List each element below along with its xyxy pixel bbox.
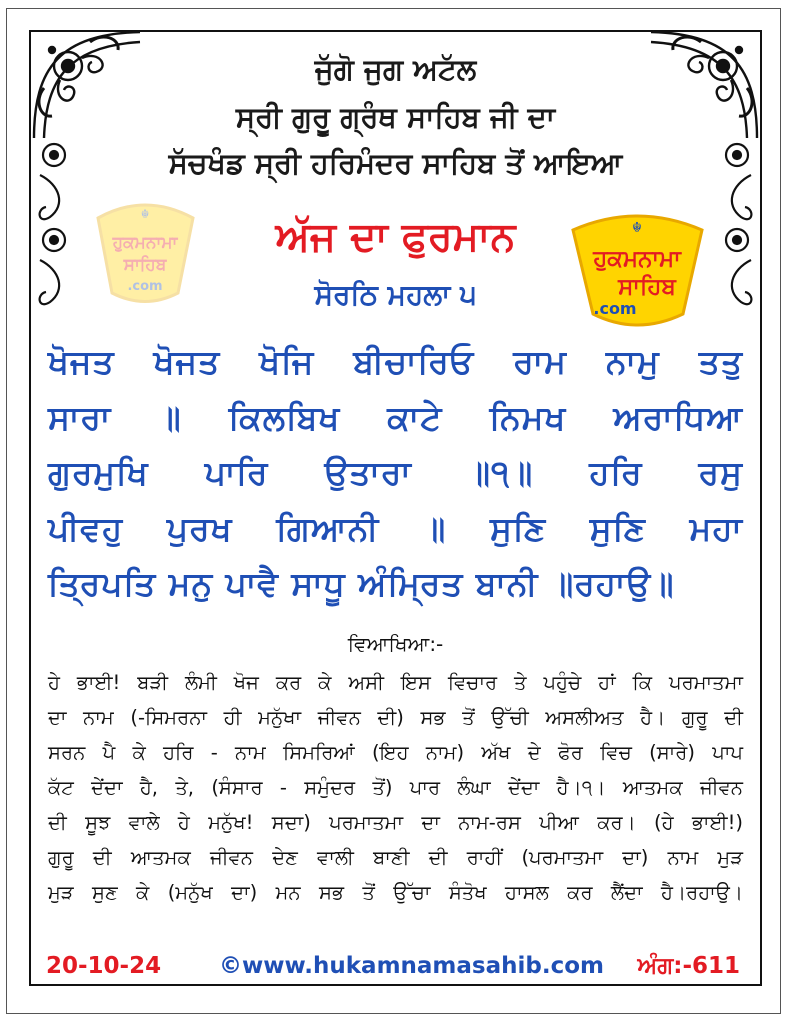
- raag-subtitle: ਸੋਰਠਿ ਮਹਲਾ ੫: [314, 278, 477, 311]
- meaning-line: ਦਾ ਨਾਮ (-ਸਿਮਰਨਾ ਹੀ ਮਨੁੱਖਾ ਜੀਵਨ ਦੀ) ਸਭ ਤੋਂ ਉੱਚੀ ਅਸਲੀਅਤ ਹੈ। ਗੁਰੂ ਦੀ: [48, 706, 743, 729]
- svg-text:ਹੁਕਮਨਾਮਾ: ਹੁਕਮਨਾਮਾ: [593, 246, 681, 272]
- footer: [34, 953, 754, 989]
- website-link[interactable]: ©www.hukamnamasahib.com: [219, 953, 604, 979]
- svg-text:ਹੁਕਮਨਾਮਾ: ਹੁਕਮਨਾਮਾ: [112, 233, 178, 253]
- svg-text:☬: ☬: [140, 207, 150, 221]
- vyakhya-heading: ਵਿਆਖਿਆ:-: [347, 632, 444, 656]
- meaning-line: ਹੇ ਭਾਈ! ਬੜੀ ਲੰਮੀ ਖੋਜ ਕਰ ਕੇ ਅਸੀ ਇਸ ਵਿਚਾਰ ਤੇ ਪਹੁੰਚੇ ਹਾਂ ਕਿ ਪਰਮਾਤਮਾ: [48, 671, 743, 694]
- meaning-line: ਮੁੜ ਸੁਣ ਕੇ (ਮਨੁੱਖ ਦਾ) ਮਨ ਸਭ ਤੋਂ ਉੱਚਾ ਸੰਤੋਖ ਹਾਸਲ ਕਰ ਲੈਂਦਾ ਹੈ।ਰਹਾਉ।: [48, 881, 743, 904]
- verse-line: ਤ੍ਰਿਪਤਿ ਮਨੁ ਪਾਵੈ ਸਾਧੂ ਅੰਮ੍ਰਿਤ ਬਾਨੀ ॥ਰਹਾਉ॥: [48, 564, 675, 603]
- svg-text:☬: ☬: [632, 220, 642, 236]
- hukamnama-date: 20-10-24: [46, 953, 162, 979]
- header-line-2: ਸ੍ਰੀ ਗੁਰੂ ਗ੍ਰੰਥ ਸਾਹਿਬ ਜੀ ਦਾ: [235, 100, 556, 134]
- verse-line: ਪੀਵਹੁ ਪੁਰਖ ਗਿਆਨੀ ॥ ਸੁਣਿ ਸੁਣਿ ਮਹਾ: [48, 508, 743, 548]
- svg-text:.com: .com: [127, 279, 163, 294]
- verse-line: ਸਾਰਾ ॥ ਕਿਲਬਿਖ ਕਾਟੇ ਨਿਮਖ ਅਰਾਧਿਆ: [48, 397, 743, 437]
- meaning-line: ਕੱਟ ਦੇਂਦਾ ਹੈ, ਤੇ, (ਸੰਸਾਰ - ਸਮੁੰਦਰ ਤੋਂ) ਪਾਰ ਲੰਘਾ ਦੇਂਦਾ ਹੈ।੧। ਆਤਮਕ ਜੀਵਨ: [48, 776, 743, 799]
- ang-number: ਅੰਗ:-611: [637, 953, 740, 979]
- header-line-1: ਜੁੱਗੋ ਜੁਗ ਅਟੱਲ: [314, 52, 477, 86]
- farman-title: ਅੱਜ ਦਾ ਫੁਰਮਾਨ: [275, 214, 516, 260]
- svg-text:ਸਾਹਿਬ: ਸਾਹਿਬ: [618, 274, 676, 300]
- verse-line: ਖੋਜਤ ਖੋਜਤ ਖੋਜਿ ਬੀਚਾਰਿਓ ਰਾਮ ਨਾਮੁ ਤਤੁ: [48, 342, 743, 381]
- meaning-line: ਸਰਨ ਪੈ ਕੇ ਹਰਿ - ਨਾਮ ਸਿਮਰਿਆਂ (ਇਹ ਨਾਮ) ਅੱਖ ਦੇ ਫੋਰ ਵਿਚ (ਸਾਰੇ) ਪਾਪ: [48, 741, 743, 764]
- svg-text:ਸਾਹਿਬ: ਸਾਹਿਬ: [123, 255, 167, 275]
- verse-line: ਗੁਰਮੁਖਿ ਪਾਰਿ ਉਤਾਰਾ ॥੧॥ ਹਰਿ ਰਸੁ: [48, 453, 743, 492]
- gurbani-verse: [48, 334, 743, 612]
- header-line-3: ਸੱਚਖੰਡ ਸ੍ਰੀ ਹਰਿਮੰਦਰ ਸਾਹਿਬ ਤੋਂ ਆਇਆ: [168, 146, 623, 180]
- svg-text:.com: .com: [593, 299, 637, 318]
- meaning-line: ਦੀ ਸੂਝ ਵਾਲੇ ਹੇ ਮਨੁੱਖ! ਸਦਾ) ਪਰਮਾਤਮਾ ਦਾ ਨਾਮ-ਰਸ ਪੀਆ ਕਰ। (ਹੇ ਭਾਈ!): [48, 811, 743, 834]
- meaning-line: ਗੁਰੂ ਦੀ ਆਤਮਕ ਜੀਵਨ ਦੇਣ ਵਾਲੀ ਬਾਣੀ ਦੀ ਰਾਹੀਂ (ਪਰਮਾਤਮਾ ਦਾ) ਨਾਮ ਮੁੜ: [48, 846, 743, 869]
- vyakhya-text: [48, 665, 743, 910]
